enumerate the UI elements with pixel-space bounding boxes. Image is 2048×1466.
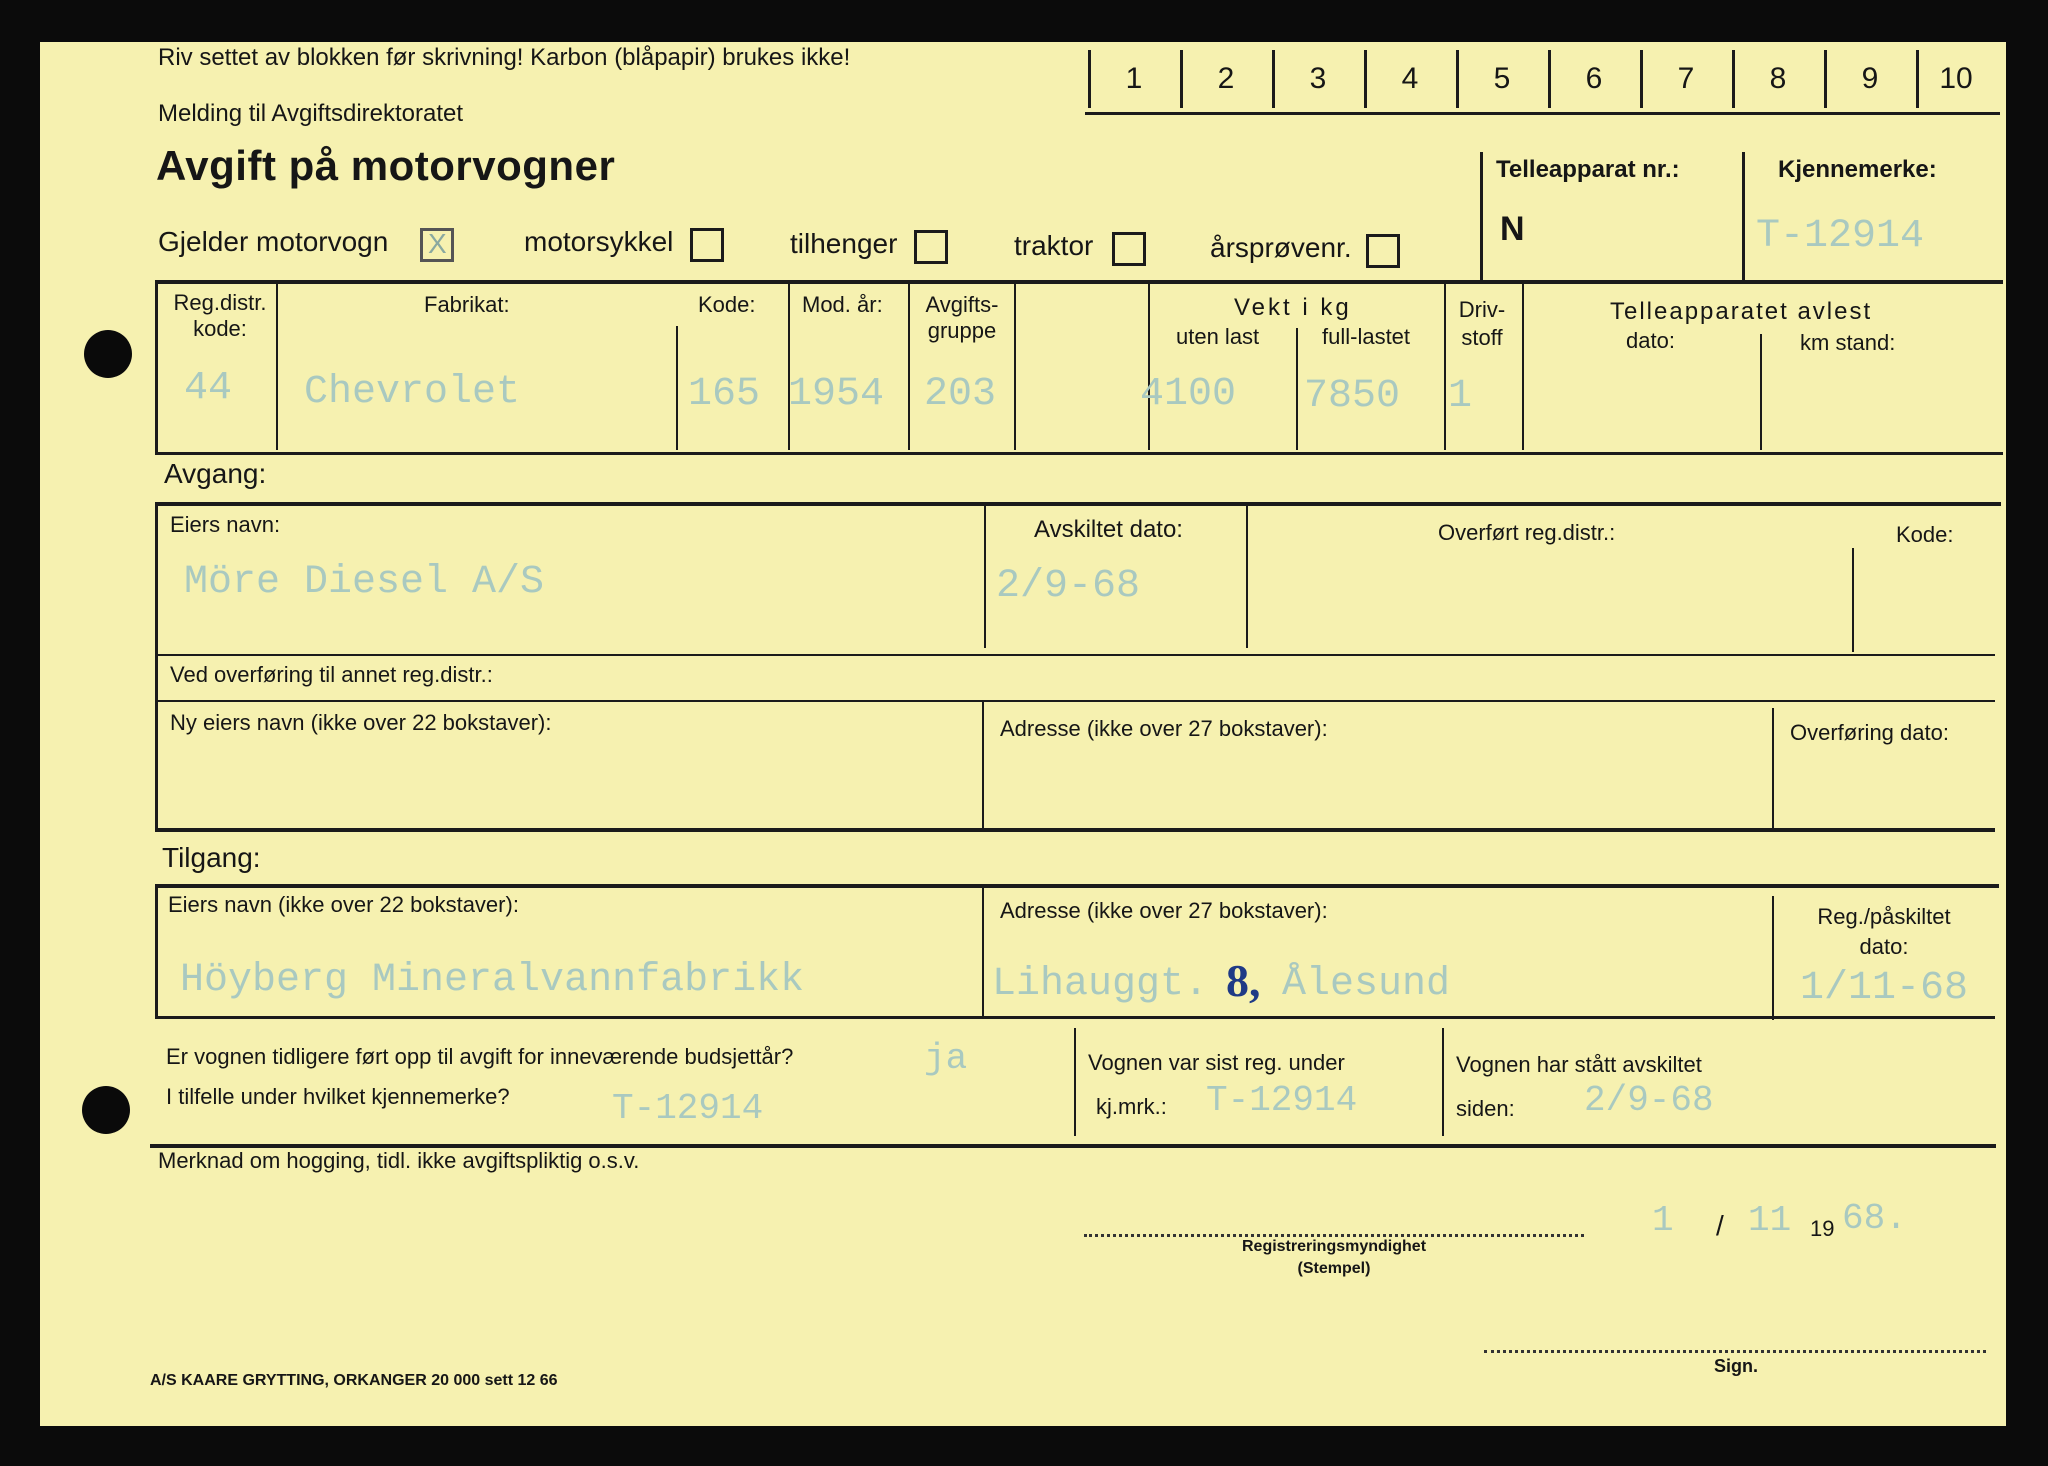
avgang-transfer-line bbox=[155, 700, 1995, 702]
instruction-text: Riv settet av blokken før skrivning! Karbon (blåpapir) brukes ikke! bbox=[158, 44, 851, 71]
avskiltet-dato-value: 2/9-68 bbox=[996, 564, 1141, 609]
regdato-label: Reg./påskiltet dato: bbox=[1817, 904, 1951, 959]
avskiltet-dato-label: Avskiltet dato: bbox=[1034, 516, 1183, 543]
vehicle-table-top bbox=[155, 280, 2003, 284]
modar-value: 1954 bbox=[788, 372, 885, 417]
uten-last-value: 4100 bbox=[1140, 372, 1237, 417]
number-strip-divider bbox=[1732, 50, 1735, 108]
fabrikat-value: Chevrolet bbox=[304, 370, 521, 415]
vehicle-col-divider bbox=[1014, 284, 1016, 450]
avgiftsgruppe-value: 203 bbox=[924, 372, 997, 417]
avgang-section-label: Avgang: bbox=[164, 458, 267, 489]
number-strip-divider bbox=[1640, 50, 1643, 108]
number-strip-divider bbox=[1272, 50, 1275, 108]
strip-number: 10 bbox=[1939, 62, 1973, 95]
avgang-col-divider bbox=[1852, 548, 1854, 652]
stempel-label: (Stempel) bbox=[1297, 1260, 1371, 1277]
sist-reg-label-1: Vognen var sist reg. under bbox=[1088, 1050, 1345, 1075]
punch-hole-top bbox=[84, 330, 132, 378]
vehicle-col-divider bbox=[1760, 334, 1762, 450]
strip-number: 6 bbox=[1585, 62, 1603, 95]
tilgang-col-divider bbox=[1772, 896, 1774, 1020]
avgang-kode-label: Kode: bbox=[1896, 522, 1954, 547]
tilhenger-label: tilhenger bbox=[790, 228, 898, 259]
number-strip-divider bbox=[1088, 50, 1091, 108]
number-strip-divider bbox=[1456, 50, 1459, 108]
punch-hole-bottom bbox=[82, 1086, 130, 1134]
number-strip-divider bbox=[1916, 50, 1919, 108]
strip-number: 4 bbox=[1401, 62, 1419, 95]
tilgang-adresse-part2: Ålesund bbox=[1282, 962, 1451, 1007]
tilgang-left-line bbox=[155, 884, 158, 1016]
kode-label: Kode: bbox=[698, 292, 756, 317]
sign-label: Sign. bbox=[1714, 1356, 1758, 1376]
number-strip-divider bbox=[1364, 50, 1367, 108]
fabrikat-label: Fabrikat: bbox=[424, 292, 510, 317]
telleapparat-avlest-label: Telleapparatet avlest bbox=[1610, 298, 1873, 325]
tilgang-col-divider bbox=[982, 888, 984, 1018]
kjennemerke-value: T-12914 bbox=[1756, 214, 1925, 259]
vehicle-col-divider bbox=[1522, 284, 1524, 450]
tilgang-col-divider bbox=[1074, 1028, 1076, 1136]
vehicle-col-divider bbox=[788, 284, 790, 450]
ny-eier-label: Ny eiers navn (ikke over 22 bokstaver): bbox=[170, 710, 552, 735]
avgang-top-line bbox=[155, 502, 2001, 506]
number-strip-bottom-line bbox=[1085, 112, 2000, 115]
merknad-label: Merknad om hogging, tidl. ikke avgiftspliktig o.s.v. bbox=[158, 1148, 640, 1173]
strip-number: 7 bbox=[1677, 62, 1695, 95]
traktor-checkbox[interactable] bbox=[1112, 232, 1146, 266]
strip-number: 8 bbox=[1769, 62, 1787, 95]
avgang-col-divider bbox=[1772, 708, 1774, 830]
kjennemerke-question: I tilfelle under hvilket kjennemerke? bbox=[166, 1084, 510, 1109]
page-title: Avgift på motorvogner bbox=[156, 142, 616, 189]
tilgang-adresse-part1: Lihauggt. bbox=[992, 962, 1209, 1007]
sist-reg-value: T-12914 bbox=[1206, 1080, 1358, 1121]
footer-date-year: 68. bbox=[1842, 1198, 1907, 1239]
tilgang-adresse-handwritten: 8, bbox=[1226, 955, 1261, 1006]
vehicle-col-divider bbox=[276, 284, 278, 450]
strip-number: 9 bbox=[1861, 62, 1879, 95]
modar-label: Mod. år: bbox=[802, 292, 883, 317]
footer-date-month: 11 bbox=[1748, 1200, 1792, 1241]
dato-label: dato: bbox=[1626, 328, 1675, 353]
avgang-left-line bbox=[155, 502, 158, 830]
vehicle-col-divider bbox=[1296, 328, 1298, 450]
sist-reg-label-2: kj.mrk.: bbox=[1096, 1094, 1167, 1119]
avgang-bottom-line bbox=[155, 828, 1995, 832]
avgiftsgruppe-label: Avgifts-gruppe bbox=[925, 292, 999, 343]
strip-number: 3 bbox=[1309, 62, 1327, 95]
uten-last-label: uten last bbox=[1176, 324, 1260, 349]
arsprovenr-label: årsprøvenr. bbox=[1210, 232, 1352, 263]
vehicle-table-bottom bbox=[155, 452, 2003, 455]
sign-line bbox=[1484, 1350, 1986, 1353]
printer-imprint: A/S KAARE GRYTTING, ORKANGER 20 000 sett 12 66 bbox=[150, 1372, 558, 1389]
regdistr-value: 44 bbox=[184, 366, 233, 411]
avgang-eiers-navn-label: Eiers navn: bbox=[170, 512, 281, 537]
motorsykkel-label: motorsykkel bbox=[524, 226, 674, 257]
tilgang-section-label: Tilgang: bbox=[162, 842, 261, 873]
vekt-label: Vekt i kg bbox=[1234, 294, 1352, 321]
telleapparat-label: Telleapparat nr.: bbox=[1496, 156, 1680, 183]
drivstoff-value: 1 bbox=[1448, 374, 1473, 419]
tilgang-eiers-navn-label: Eiers navn (ikke over 22 bokstaver): bbox=[168, 892, 519, 917]
km-stand-label: km stand: bbox=[1800, 330, 1896, 355]
header-divider bbox=[1480, 152, 1483, 282]
vehicle-col-divider bbox=[1444, 284, 1446, 450]
overforing-dato-label: Overføring dato: bbox=[1790, 720, 1949, 745]
ved-overforing-label: Ved overføring til annet reg.distr.: bbox=[170, 662, 493, 687]
avskiltet-siden-label-2: siden: bbox=[1456, 1096, 1515, 1121]
avgang-col-divider bbox=[1246, 506, 1248, 648]
kjennemerke-answer: T-12914 bbox=[612, 1088, 764, 1129]
motorvogn-check-mark: X bbox=[428, 228, 447, 259]
kode-value: 165 bbox=[688, 372, 761, 417]
telleapparat-value: N bbox=[1500, 210, 1525, 248]
tilgang-eiers-navn-value: Höyberg Mineralvannfabrikk bbox=[180, 958, 805, 1003]
tidligere-answer: ja bbox=[924, 1038, 968, 1079]
tilgang-top-line bbox=[155, 884, 1999, 888]
tilgang-col-divider bbox=[1442, 1028, 1444, 1136]
strip-number: 1 bbox=[1125, 62, 1143, 95]
tidligere-question: Er vognen tidligere ført opp til avgift for inneværende budsjettår? bbox=[166, 1044, 794, 1069]
vehicle-col-divider bbox=[676, 326, 678, 450]
number-strip-divider bbox=[1180, 50, 1183, 108]
tilgang-adresse-label: Adresse (ikke over 27 bokstaver): bbox=[1000, 898, 1328, 923]
avgang-eiers-navn-value: Möre Diesel A/S bbox=[184, 560, 545, 605]
avgang-mid-line bbox=[155, 654, 1995, 656]
overfort-regdistr-label: Overført reg.distr.: bbox=[1438, 520, 1616, 545]
vehicle-table-left bbox=[155, 280, 158, 452]
drivstoff-label: Driv-stoff bbox=[1458, 297, 1506, 350]
registrering-label: Registreringsmyndighet bbox=[1241, 1238, 1427, 1255]
avskiltet-siden-value: 2/9-68 bbox=[1584, 1080, 1714, 1121]
regdistr-label: Reg.distr. kode: bbox=[173, 290, 267, 341]
footer-date-century: 19 bbox=[1810, 1216, 1835, 1241]
traktor-label: traktor bbox=[1014, 230, 1094, 261]
number-strip-divider bbox=[1824, 50, 1827, 108]
full-lastet-value: 7850 bbox=[1304, 374, 1401, 419]
full-lastet-label: full-lastet bbox=[1322, 324, 1411, 349]
vehicle-col-divider bbox=[1148, 284, 1150, 450]
vehicle-col-divider bbox=[908, 284, 910, 450]
tilgang-mid-line bbox=[155, 1016, 1995, 1019]
strip-number: 2 bbox=[1217, 62, 1235, 95]
strip-number: 5 bbox=[1493, 62, 1511, 95]
avgang-col-divider bbox=[984, 506, 986, 648]
tilhenger-checkbox[interactable] bbox=[914, 230, 948, 264]
vehicle-type-prefix: Gjelder motorvogn bbox=[158, 226, 389, 257]
footer-date-day: 1 bbox=[1652, 1200, 1674, 1241]
header-divider bbox=[1742, 152, 1745, 282]
arsprovenr-checkbox[interactable] bbox=[1366, 234, 1400, 268]
regdato-value: 1/11-68 bbox=[1800, 966, 1969, 1011]
avskiltet-siden-label-1: Vognen har stått avskiltet bbox=[1456, 1052, 1702, 1077]
avgang-adresse-label: Adresse (ikke over 27 bokstaver): bbox=[1000, 716, 1328, 741]
registrering-signature-line bbox=[1084, 1234, 1584, 1237]
kjennemerke-label: Kjennemerke: bbox=[1778, 156, 1937, 183]
footer-date-slash: / bbox=[1716, 1210, 1724, 1241]
motorsykkel-checkbox[interactable] bbox=[690, 228, 724, 262]
number-strip-divider bbox=[1548, 50, 1551, 108]
avgang-col-divider bbox=[982, 702, 984, 830]
recipient-text: Melding til Avgiftsdirektoratet bbox=[158, 100, 464, 127]
